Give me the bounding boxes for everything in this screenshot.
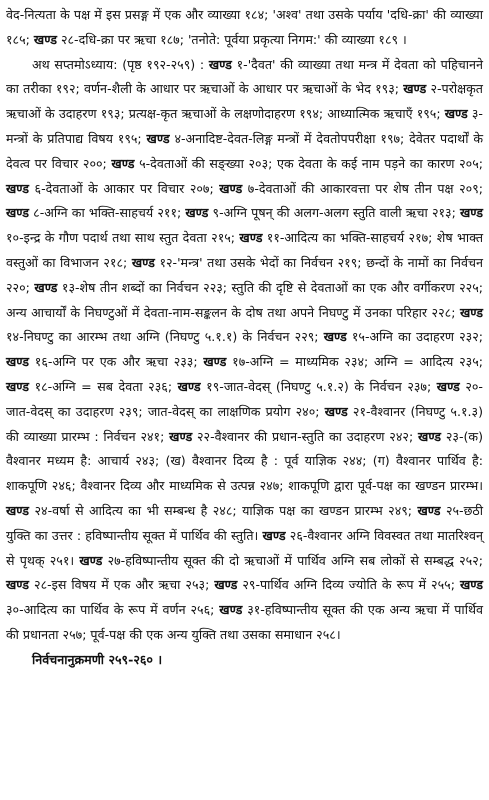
body-text: २८-दधि-क्रा पर ऋचा १८७; 'तनोते: पूर्वया प्रकृत्या निगम:' की व्याख्या १८९ ।: [56, 31, 407, 47]
body-text: २७-हविष्पान्तीय सूक्त की दो ऋचाओं में पार्थिव अग्नि सब लोकों से सम्बद्ध २५२;: [102, 552, 483, 568]
body-text: अथ सप्तमोऽध्याय: (पृष्ठ १९२-२५९) :: [32, 56, 209, 72]
paragraph-intro: [6, 3, 483, 53]
body-text: २८-इस विषय में एक और ऋचा २५३;: [29, 577, 215, 593]
body-text: ६-देवताओं के आकार पर विचार २०७;: [29, 180, 220, 196]
section-label: खण्ड: [185, 205, 209, 221]
body-text: १४-निघण्टु का आरम्भ तथा अग्नि (निघण्टु ५.१.१) के निर्वचन २२९;: [6, 329, 324, 345]
section-label: खण्ड: [6, 354, 30, 370]
body-text: २६-वैश्वानर अग्नि विवस्वत तथा मातरिश्वन् से पृथक् २५१।: [6, 527, 483, 568]
body-text: २५-छठी युक्ति का उत्तर : हविष्पान्तीय सूक्त में पार्थिव की स्तुति।: [6, 502, 483, 543]
section-label: खण्ड: [459, 304, 483, 320]
body-text: २३-(क) वैश्वानर मध्यम है: आचार्य २४३; (ख) वैश्वानर दिव्य है : पूर्व याज्ञिक २४४; (ग) वैश्वानर पार्थिव है: शाकपूणि २४६; वैश्वानर दिव्य और माध्यमिक से उत्पन्न २४७; शाकपूणि द्वारा पूर्व-पक्ष का खण्डन प्रारम्भ।: [6, 428, 483, 494]
body-text: २४-वर्षा से आदित्य का भी सम्बन्ध है २४८; याज्ञिक पक्ष का खण्डन प्रारम्भ २४९;: [29, 502, 418, 518]
body-text: २२-वैश्वानर की प्रधान-स्तुति का उदाहरण २४२;: [192, 428, 419, 444]
section-label: खण्ड: [214, 577, 238, 593]
section-label: खण्ड: [6, 205, 30, 221]
section-label: खण्ड: [6, 577, 30, 593]
page-body: [6, 3, 483, 648]
body-text: २९-पार्थिव अग्नि दिव्य ज्योति के रूप में २५५;: [237, 577, 460, 593]
body-text: १०-इन्द्र के गौण पदार्थ तथा साथ स्तुत देवता २१५;: [6, 230, 240, 246]
section-label: खण्ड: [6, 502, 30, 518]
section-label: खण्ड: [111, 155, 135, 171]
body-text: १५-अग्नि का उदाहरण २३२;: [346, 329, 483, 345]
section-label: खण्ड: [323, 329, 347, 345]
body-text: ३०-आदित्य का पार्थिव के रूप में वर्णन २५६;: [6, 602, 220, 618]
body-text: ११-आदित्य का भक्ति-साहचर्य २१७; शेष भाक्त वस्तुओं का विभाजन २१८;: [6, 230, 484, 270]
body-text: ३-मन्त्रों के प्रतिपाद्य विषय १९५;: [6, 106, 483, 146]
body-text: १८-अग्नि = सब देवता २३६;: [29, 378, 178, 394]
section-label: खण्ड: [444, 106, 468, 122]
body-text: १९-जात-वेदस् (निघण्टु ५.१.२) के निर्वचन २३७;: [200, 378, 437, 394]
body-text: ९-अग्नि पूषन् की अलग-अलग स्तुति वाली ऋचा २१३;: [208, 205, 460, 221]
body-text: ७-देवताओं की आकारवत्ता पर शेष तीन पक्ष २०९;: [242, 180, 483, 196]
body-text: १६-अग्नि पर एक और ऋचा २३३;: [29, 354, 204, 370]
body-text: ३१-हविष्पान्तीय सूक्त की एक अन्य ऋचा में पार्थिव की प्रधानता २५७; पूर्व-पक्ष की एक अन्य युक्ति तथा उसका समाधान २५८।: [6, 602, 484, 642]
section-label: खण्ड: [6, 378, 30, 394]
section-label: खण्ड: [417, 502, 441, 518]
body-text: १७-अग्नि = माध्यमिक २३४; अग्नि = आदित्य २३५;: [226, 354, 483, 370]
paragraph-chapter-seven: [6, 53, 483, 648]
section-label: खण्ड: [208, 56, 232, 72]
section-label: खण्ड: [146, 130, 170, 146]
index-entry: निर्वचनानुक्रमणी २५९-२६० ।: [32, 651, 163, 667]
section-label: खण्ड: [203, 354, 227, 370]
body-text: ५-देवताओं की सङ्ख्या २०३; एक देवता के कई नाम पड़ने का कारण २०५;: [134, 155, 483, 171]
section-label: खण्ड: [418, 428, 442, 444]
body-text: १-'दैवत' की व्याख्या तथा मन्त्र में देवता को पहिचानने का तरीका १९२; वर्णन-शैली के आधार पर ऋचाओं के आधार पर ऋचाओं के भेद १९३;: [6, 56, 484, 97]
section-label: खण्ड: [262, 527, 286, 543]
section-label: खण्ड: [177, 378, 201, 394]
body-text: २०-जात-वेदस् का उदाहरण २३९; जात-वेदस् का लाक्षणिक प्रयोग २४०;: [6, 378, 483, 419]
section-label: खण्ड: [239, 230, 263, 246]
body-text: २-परोक्षकृत ऋचाओं के उदाहरण १९३; प्रत्यक्ष-कृत ऋचाओं के लक्षणोदाहरण १९४; आध्यात्मिक ऋचाएँ १९५;: [6, 81, 483, 122]
body-text: ८-अग्नि का भक्ति-साहचर्य २११;: [29, 205, 186, 221]
section-label: खण्ड: [6, 180, 30, 196]
section-label: खण्ड: [219, 180, 243, 196]
body-text: ४-अनादिष्ट-देवत-लिङ्ग मन्त्रों में देवतोपपरीक्षा १९७; देवेतर पदार्थों के देवत्व पर विचार २००;: [6, 130, 484, 171]
body-text: १२-'मन्त्र' तथा उसके भेदों का निर्वचन २१९; छन्दों के नामों का निर्वचन २२०;: [6, 254, 483, 295]
body-text: १३-शेष तीन शब्दों का निर्वचन २२३; स्तुति की दृष्टि से देवताओं का एक और वर्गीकरण २२५; अन्य आचार्यों के निघण्टुओं में देवता-नाम-सङ्कलन के दोष तथा अपने निघण्टु में उनका परिहार २२८;: [6, 279, 483, 320]
section-label: खण्ड: [436, 378, 460, 394]
section-label: खण्ड: [131, 254, 155, 270]
section-label: खण्ड: [34, 279, 58, 295]
body-text: २१-वैश्वानर (निघण्टु ५.१.३) की व्याख्या प्रारम्भ : निर्वचन २४१;: [6, 403, 483, 444]
body-text: वेद-नित्यता के पक्ष में इस प्रसङ्ग में एक और व्याख्या १८४; 'अश्व' तथा उसके पर्याय 'दधि-क्रा' की व्याख्या १८५;: [6, 7, 483, 47]
section-label: खण्ड: [459, 205, 483, 221]
section-label: खण्ड: [169, 428, 193, 444]
section-label: खण्ड: [219, 602, 243, 618]
section-label: खण्ड: [403, 81, 427, 97]
section-label: खण्ड: [33, 31, 57, 47]
section-label: खण्ड: [79, 552, 103, 568]
section-label: खण्ड: [324, 403, 348, 419]
section-label: खण्ड: [459, 577, 483, 593]
